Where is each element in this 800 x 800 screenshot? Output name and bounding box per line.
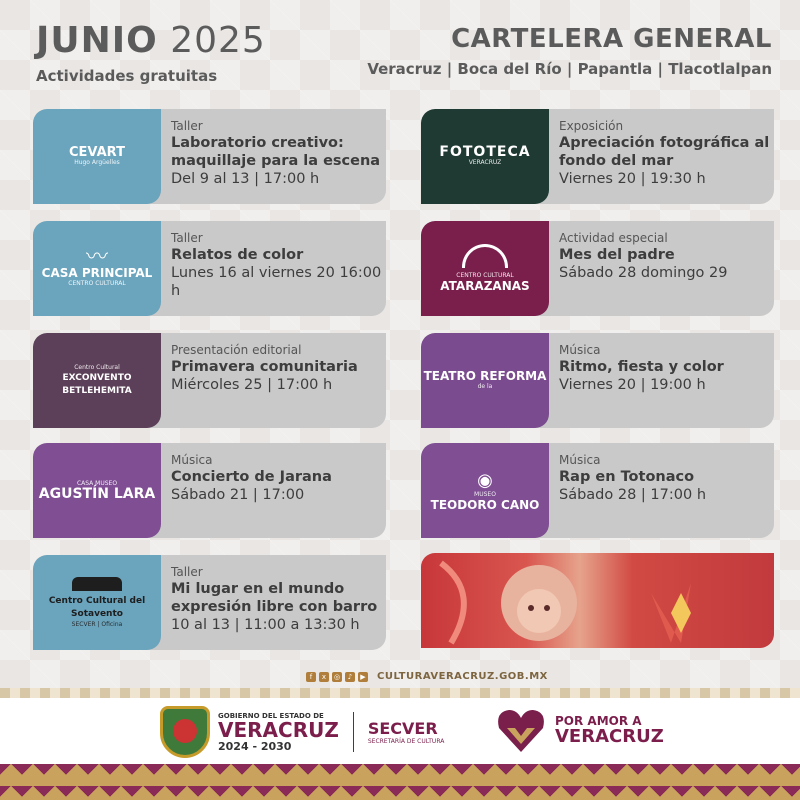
mustache-icon: 〰 [85, 245, 108, 270]
venue-logo-teodoro-cano: ◉ MUSEO TEODORO CANO [421, 443, 549, 538]
header-left [36, 20, 266, 85]
facebook-icon[interactable]: f [306, 672, 316, 682]
social-links [306, 671, 548, 682]
por-amor-logo: POR AMOR A VERACRUZ [495, 704, 664, 756]
tiktok-icon[interactable]: ♪ [345, 672, 355, 682]
event-date: Viernes 20 | 19:30 h [559, 171, 706, 187]
event-category: Actividad especial [559, 231, 668, 245]
event-name: Apreciación fotográfica al fondo del mar [559, 135, 770, 169]
page-title: JUNIO 2025 [36, 20, 266, 61]
event-name: Relatos de color [171, 247, 304, 263]
venue-logo-fototeca: FOTOTECA VERACRUZ [421, 109, 549, 204]
venue-logo-agustin-lara: CASA MUSEO AGUSTÍN LARA [33, 443, 161, 538]
event-date: Miércoles 25 | 17:00 h [171, 377, 333, 393]
event-name: Laboratorio creativo: maquillaje para la escena [171, 135, 381, 169]
event-date: Sábado 28 domingo 29 [559, 265, 728, 281]
website-link[interactable]: CULTURAVERACRUZ.GOB.MX [377, 671, 548, 682]
instagram-icon[interactable]: ◎ [333, 672, 341, 681]
event-card-rap[interactable] [421, 443, 774, 538]
event-category: Música [559, 453, 601, 467]
cartelera-title: CARTELERA GENERAL [451, 24, 772, 54]
event-card-mi-lugar[interactable] [33, 555, 386, 650]
header-right [367, 24, 772, 78]
arch-icon [462, 244, 508, 268]
artwork-image [421, 553, 774, 648]
event-category: Taller [171, 119, 203, 133]
event-category: Presentación editorial [171, 343, 302, 357]
event-date: Sábado 28 | 17:00 h [559, 487, 707, 503]
event-date: Del 9 al 13 | 17:00 h [171, 171, 320, 187]
event-category: Música [559, 343, 601, 357]
x-icon[interactable]: x [319, 672, 329, 682]
event-category: Taller [171, 565, 203, 579]
event-name: Mes del padre [559, 247, 675, 263]
event-card-relatos[interactable] [33, 221, 386, 316]
cities-list: Veracruz | Boca del Río | Papantla | Tlacotlalpan [367, 60, 772, 78]
eye-icon: ◉ [477, 469, 493, 491]
venue-logo-casa-principal: 〰 CASA PRINCIPAL CENTRO CULTURAL [33, 221, 161, 316]
event-date: Sábado 21 | 17:00 [171, 487, 305, 503]
event-card-ritmo[interactable] [421, 333, 774, 428]
heart-icon [495, 704, 547, 756]
event-category: Exposición [559, 119, 624, 133]
event-category: Taller [171, 231, 203, 245]
event-card-primavera[interactable] [33, 333, 386, 428]
venue-logo-cevart: CEVART Hugo Argüelles [33, 109, 161, 204]
event-name: Concierto de Jarana [171, 469, 332, 485]
event-name: Rap en Totonaco [559, 469, 695, 485]
veracruz-shield-icon [160, 706, 210, 758]
event-name: Primavera comunitaria [171, 359, 358, 375]
event-category: Música [171, 453, 213, 467]
event-date: 10 al 13 | 11:00 a 13:30 h [171, 617, 360, 633]
venue-logo-sotavento: Centro Cultural del Sotavento SECVER | Oficina [33, 555, 161, 650]
gov-logo: GOBIERNO DEL ESTADO DE VERACRUZ 2024 - 2030 SECVER SECRETARÍA DE CULTURA [160, 706, 444, 758]
event-name: Ritmo, fiesta y color [559, 359, 724, 375]
event-card-laboratorio[interactable] [33, 109, 386, 204]
decorative-band-top [0, 688, 800, 698]
event-card-apreciacion[interactable] [421, 109, 774, 204]
event-date: Viernes 20 | 19:00 h [559, 377, 706, 393]
event-card-mes-padre[interactable] [421, 221, 774, 316]
venue-logo-betlehemita: Centro Cultural EXCONVENTO BETLEHEMITA [33, 333, 161, 428]
building-icon [72, 577, 122, 591]
secver-logo: SECVER SECRETARÍA DE CULTURA [367, 719, 445, 745]
event-date: Lunes 16 al viernes 20 16:00 h [171, 265, 382, 299]
decorative-band-bottom [0, 764, 800, 800]
venue-logo-atarazanas: CENTRO CULTURAL ATARAZANAS [421, 221, 549, 316]
event-name: Mi lugar en el mundo expresión libre con barro [171, 581, 378, 615]
event-card-jarana[interactable] [33, 443, 386, 538]
page-subtitle: Actividades gratuitas [36, 67, 218, 85]
venue-logo-teatro-reforma: TEATRO REFORMA de la [421, 333, 549, 428]
youtube-icon[interactable]: ▶ [358, 672, 368, 682]
